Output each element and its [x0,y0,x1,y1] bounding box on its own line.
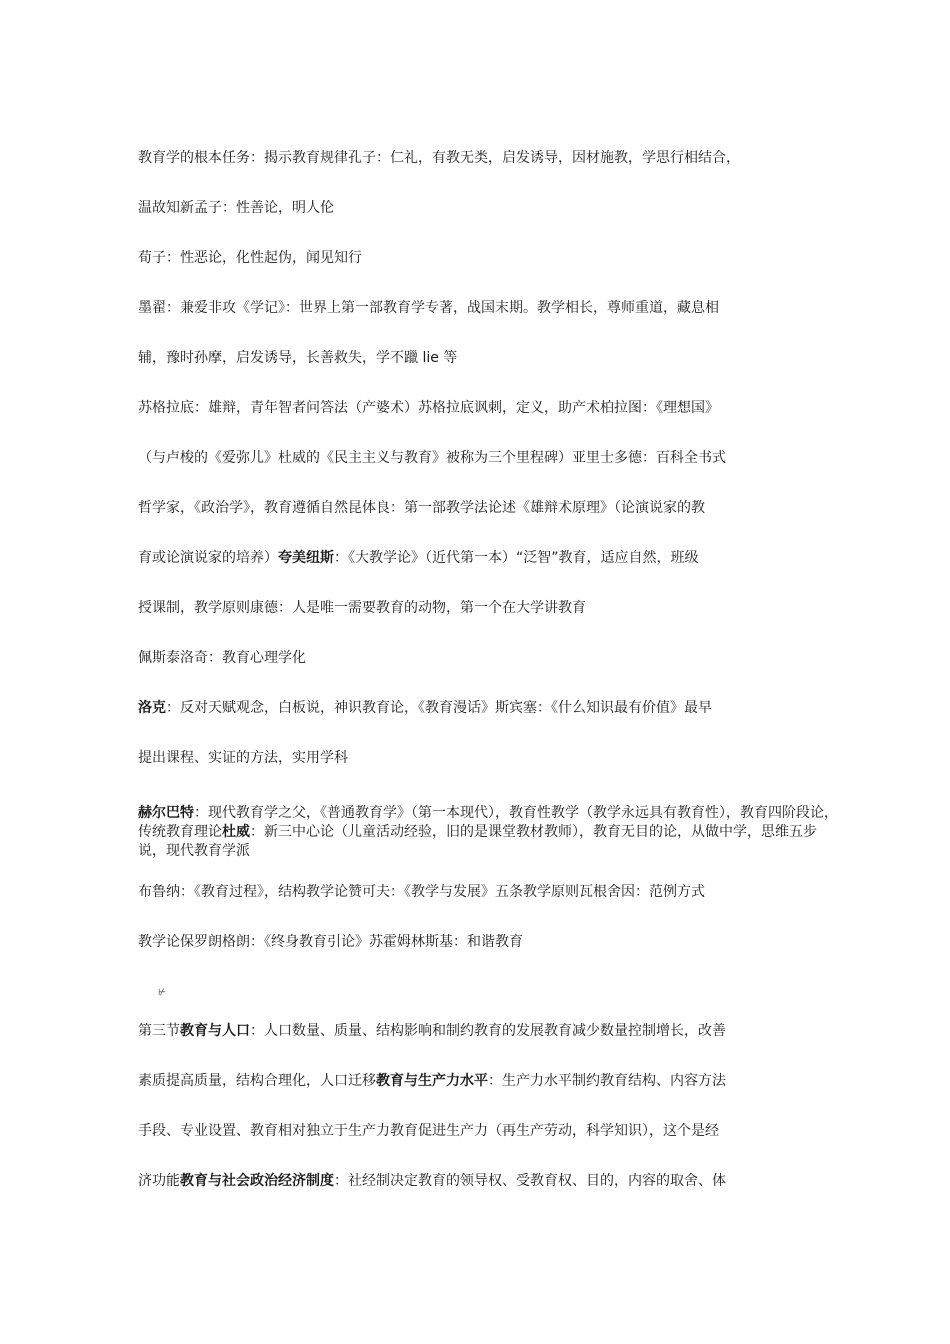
text-line [138,498,830,518]
bold-term: 教育与生产力水平 [376,1073,488,1089]
text-segment: 温故知新孟子：性善论，明人伦 [138,200,334,216]
line-break-mark: ⊬ [158,988,166,998]
text-line [138,698,830,718]
text-segment: 哲学家，《政治学》，教育遵循自然昆体良：第一部教学法论述《雄辩术原理》（论演说家的教 [138,500,705,516]
text-line [138,1021,830,1041]
text-line [138,932,830,952]
text-segment: ：人口数量、质量、结构影响和制约教育的发展教育减少数量控制增长，改善 [250,1023,726,1039]
text-line [138,748,830,768]
text-line [138,348,830,368]
text-segment: 苏格拉底：雄辩，青年智者问答法（产婆术）苏格拉底讽刺，定义，助产术柏拉图：《理想国》 [138,400,719,416]
paragraph [138,804,838,861]
text-line [138,1121,830,1141]
text-segment: 辅，豫时孙摩，启发诱导，长善救失，学不躐 lie 等 [138,350,458,366]
text-segment: 教学论保罗朗格朗：《终身教育引论》苏霍姆林斯基：和谐教育 [138,934,523,950]
text-segment: ：新三中心论（儿童活动经验，旧的是课堂教材教师），教育无目的论，从做中学，思维五步说，现代教育学派 [138,824,817,859]
text-segment: 佩斯泰洛奇：教育心理学化 [138,650,306,666]
bold-term: 教育与社会政治经济制度 [180,1173,334,1189]
text-segment: 育或论演说家的培养） [138,550,278,566]
bold-term: 教育与人口 [180,1023,250,1039]
text-segment: 墨翟：兼爱非攻《学记》：世界上第一部教育学专著，战国末期。教学相长，尊师重道，藏息相 [138,300,719,316]
bold-term: 洛克 [138,700,166,716]
text-segment: ：生产力水平制约教育结构、内容方法 [488,1073,726,1089]
text-segment: ：反对天赋观念，白板说，神识教育论，《教育漫话》斯宾塞：《什么知识最有价值》最早 [166,700,712,716]
text-segment: ：社经制决定教育的领导权、受教育权、目的，内容的取舍、体 [334,1173,726,1189]
text-segment: 授课制，教学原则康德：人是唯一需要教育的动物，第一个在大学讲教育 [138,600,586,616]
text-line [138,1171,830,1191]
text-segment: 荀子：性恶论，化性起伪，闻见知行 [138,250,362,266]
text-line [138,298,830,318]
text-segment: 素质提高质量，结构合理化，人口迁移 [138,1073,376,1089]
text-segment: 济功能 [138,1173,180,1189]
text-line [138,148,830,168]
text-line [138,248,830,268]
text-segment: 第三节 [138,1023,180,1039]
text-line [138,398,830,418]
text-line [138,548,830,568]
text-segment: （与卢梭的《爱弥儿》杜威的《民主主义与教育》被称为三个里程碑）亚里士多德：百科全书式 [138,450,726,466]
text-line [138,448,830,468]
text-segment: 教育学的根本任务：揭示教育规律孔子：仁礼，有教无类，启发诱导，因材施教，学思行相结合， [138,150,740,166]
bold-term: 赫尔巴特 [138,805,194,821]
text-segment: 提出课程、实证的方法，实用学科 [138,750,348,766]
text-line [138,882,830,902]
text-line [138,648,830,668]
text-segment: 布鲁纳：《教育过程》，结构教学论赞可夫：《教学与发展》五条教学原则瓦根舍因：范例方式 [138,884,705,900]
text-line [138,1071,830,1091]
bold-term: 杜威 [222,824,250,840]
bold-term: 夸美纽斯 [278,550,334,566]
text-line [138,598,830,618]
text-segment: ：《大教学论》（近代第一本）“泛智”教育，适应自然，班级 [334,550,699,566]
text-segment: 手段、专业设置、教育相对独立于生产力教育促进生产力（再生产劳动，科学知识），这个是经 [138,1123,719,1139]
text-line [138,198,830,218]
text-segment: ：现代教育学之父，《普通教育学》（第一本现代），教育性教学（教学永远具有教育性），教育四阶段论，传统教育理论 [138,805,838,840]
